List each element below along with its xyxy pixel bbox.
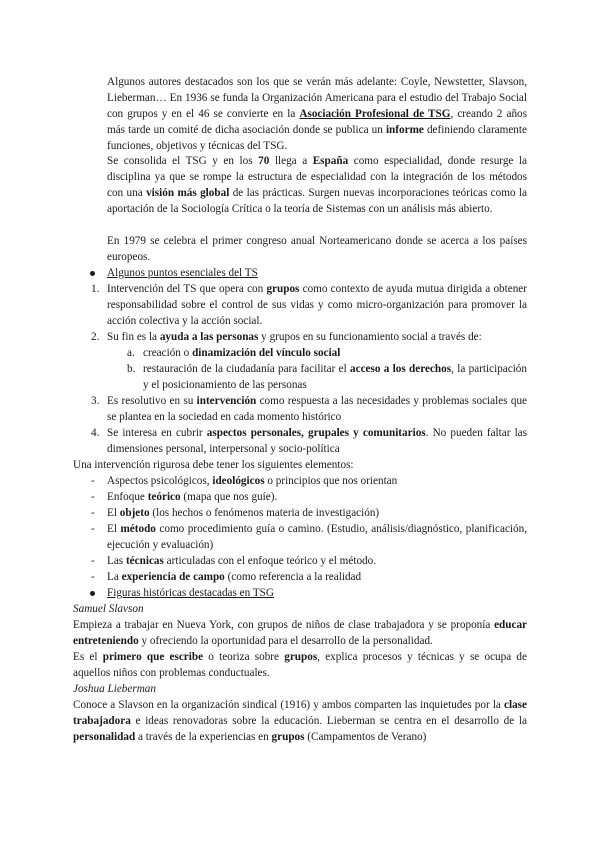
bold-text: España bbox=[312, 155, 349, 167]
text-run: El bbox=[107, 523, 121, 535]
text-run: e ideas renovadoras sobre la educación. Lieberman se centra en el desarrollo de la bbox=[130, 715, 527, 727]
numbered-item-4 bbox=[107, 425, 527, 457]
text-run: (como referencia a la realidad bbox=[224, 571, 362, 583]
text-run: , creando 2 años más tarde un comité de dicha asociación donde se publica un bbox=[107, 108, 527, 136]
bold-text: primero que escribe bbox=[102, 651, 204, 663]
text-run: como especialidad, donde resurge la disciplina ya que se rompe la estructura de especialidad con la integración de los métodos con una bbox=[107, 155, 528, 199]
sub-letter: b. bbox=[127, 363, 136, 375]
text-run: (los hechos o fenómenos materia de investigación) bbox=[149, 507, 380, 519]
text-run: de las prácticas. Surgen nuevas incorporaciones teóricas como la aportación de la Sociología Crítica o la teoría de Sistemas con un análisis más abierto. bbox=[107, 187, 527, 215]
bold-text: grupos bbox=[284, 651, 318, 663]
bullet-dot-icon bbox=[90, 591, 95, 596]
bold-text: grupos bbox=[266, 283, 300, 295]
text-run: (mapa que nos guíe). bbox=[180, 491, 278, 503]
element-item-5 bbox=[107, 553, 527, 569]
bold-text: personalidad bbox=[73, 731, 136, 743]
dash-marker: - bbox=[91, 491, 95, 503]
bold-text: técnicas bbox=[125, 555, 164, 567]
text-run: Es resolutivo en su bbox=[107, 395, 197, 407]
text-run: . No pueden faltar las dimensiones personal, interpersonal y socio-política bbox=[107, 427, 528, 455]
text-run: articuladas con el enfoque teórico y el método. bbox=[163, 555, 377, 567]
text-run: (Campamentos de Verano) bbox=[304, 731, 427, 743]
bold-text: aspectos personales, grupales y comunitarios bbox=[206, 427, 426, 439]
bold-text: educar entreteniendo bbox=[73, 619, 527, 647]
text-run: a través de la experiencias en bbox=[135, 731, 272, 743]
text-run: como respuesta a las necesidades y problemas sociales que se plantea en la sociedad en cada momento histórico bbox=[107, 395, 527, 423]
sub-letter: a. bbox=[127, 347, 135, 359]
bullet-dot-icon bbox=[90, 271, 95, 276]
bold-text: experiencia de campo bbox=[121, 571, 225, 583]
text-run: creación o bbox=[143, 347, 193, 359]
text-run: Las bbox=[107, 555, 126, 567]
numbered-item-1 bbox=[107, 281, 527, 329]
text-run: y grupos en su funcionamiento social a través de: bbox=[258, 331, 482, 343]
text-run: Conoce a Slavson en la organización sindical (1916) y ambos comparten las inquietudes por la bbox=[73, 699, 504, 711]
slavson-paragraph-2 bbox=[73, 649, 527, 681]
list-number: 1. bbox=[91, 283, 100, 295]
text-run: , la participación y el posicionamiento de las personas bbox=[143, 363, 527, 391]
bold-text: objeto bbox=[119, 507, 150, 519]
text-run: Algunos autores destacados son los que se verán más adelante: Coyle, Newstetter, Slavson, Lieberman… En 1936 se funda la Organización Americana para el estudio del Trabajo Social con grupos y en el 46 se convierte en la bbox=[107, 76, 527, 120]
bold-text: grupos bbox=[271, 731, 305, 743]
person-name-slavson: Samuel Slavson bbox=[73, 603, 144, 615]
sub-item-b bbox=[143, 361, 527, 393]
bold-text: Asociación Profesional de TSG bbox=[299, 108, 451, 120]
bold-text: ideológicos bbox=[212, 475, 265, 487]
dash-marker: - bbox=[91, 523, 95, 535]
bold-text: informe bbox=[385, 124, 424, 136]
text-run: o teoriza sobre bbox=[203, 651, 285, 663]
dash-marker: - bbox=[91, 475, 95, 487]
text-run: En 1979 se celebra el primer congreso anual Norteamericano donde se acerca a los países europeos. bbox=[107, 235, 527, 263]
section2-lead: Una intervención rigurosa debe tener los siguientes elementos: bbox=[73, 459, 354, 471]
lieberman-paragraph-1 bbox=[73, 697, 527, 745]
text-run: llega a bbox=[269, 155, 313, 167]
text-run: como contexto de ayuda mutua dirigida a obtener responsabilidad sobre el control de sus vidas y como micro-organización para promover la acción colectiva y la acción social. bbox=[107, 283, 527, 327]
text-run: , explica procesos y técnicas y se ocupa de aquellos niños con problemas conductuales. bbox=[73, 651, 527, 679]
text-run: Se consolida el TSG y en los bbox=[107, 155, 259, 167]
numbered-item-2 bbox=[107, 329, 527, 345]
text-run: restauración de la ciudadanía para facilitar el bbox=[143, 363, 351, 375]
bold-text: teórico bbox=[147, 491, 181, 503]
dash-marker: - bbox=[91, 571, 95, 583]
element-item-2 bbox=[107, 489, 527, 505]
list-number: 3. bbox=[91, 395, 100, 407]
bold-text: ayuda a las personas bbox=[159, 331, 259, 343]
slavson-paragraph-1 bbox=[73, 617, 527, 649]
element-item-3 bbox=[107, 505, 527, 521]
bold-text: visión más global bbox=[146, 187, 230, 199]
text-run: Intervención del TS que opera con bbox=[107, 283, 267, 295]
bold-text: método bbox=[120, 523, 156, 535]
bold-text: dinamización del vínculo social bbox=[192, 347, 341, 359]
text-run: Se interesa en cubrir bbox=[107, 427, 207, 439]
text-run: Aspectos psicológicos, bbox=[107, 475, 213, 487]
element-item-1 bbox=[107, 473, 527, 489]
sub-item-a bbox=[143, 345, 527, 361]
element-item-4 bbox=[107, 521, 527, 553]
bold-text: clase trabajadora bbox=[73, 699, 527, 727]
text-run: Empieza a trabajar en Nueva York, con grupos de niños de clase trabajadora y se proponía bbox=[73, 619, 495, 631]
text-run: Es el bbox=[73, 651, 103, 663]
dash-marker: - bbox=[91, 507, 95, 519]
bold-text: acceso a los derechos bbox=[350, 363, 452, 375]
intro-paragraph-3 bbox=[107, 233, 527, 265]
text-run: como procedimiento guía o camino. (Estudio, análisis/diagnóstico, planificación, ejecución y evaluación) bbox=[107, 523, 527, 551]
list-number: 2. bbox=[91, 331, 100, 343]
text-run: Enfoque bbox=[107, 491, 148, 503]
section3-heading: Figuras históricas destacadas en TSG bbox=[107, 587, 274, 599]
intro-paragraph-2 bbox=[107, 153, 527, 217]
text-run: El bbox=[107, 507, 120, 519]
bold-text: intervención bbox=[196, 395, 257, 407]
dash-marker: - bbox=[91, 555, 95, 567]
text-run: La bbox=[107, 571, 122, 583]
text-run: definiendo claramente funciones, objetivos y técnicas del TSG. bbox=[107, 124, 527, 152]
text-run: Su fin es la bbox=[107, 331, 160, 343]
element-item-6 bbox=[107, 569, 527, 585]
list-number: 4. bbox=[91, 427, 100, 439]
bold-text: 70 bbox=[258, 155, 270, 167]
person-name-lieberman: Joshua Lieberman bbox=[73, 683, 156, 695]
text-run: o principios que nos orientan bbox=[264, 475, 398, 487]
intro-paragraph-1 bbox=[107, 74, 527, 154]
text-run: y ofreciendo la oportunidad para el desarrollo de la personalidad. bbox=[138, 635, 433, 647]
numbered-item-3 bbox=[107, 393, 527, 425]
section1-heading: Algunos puntos esenciales del TS bbox=[107, 267, 258, 279]
